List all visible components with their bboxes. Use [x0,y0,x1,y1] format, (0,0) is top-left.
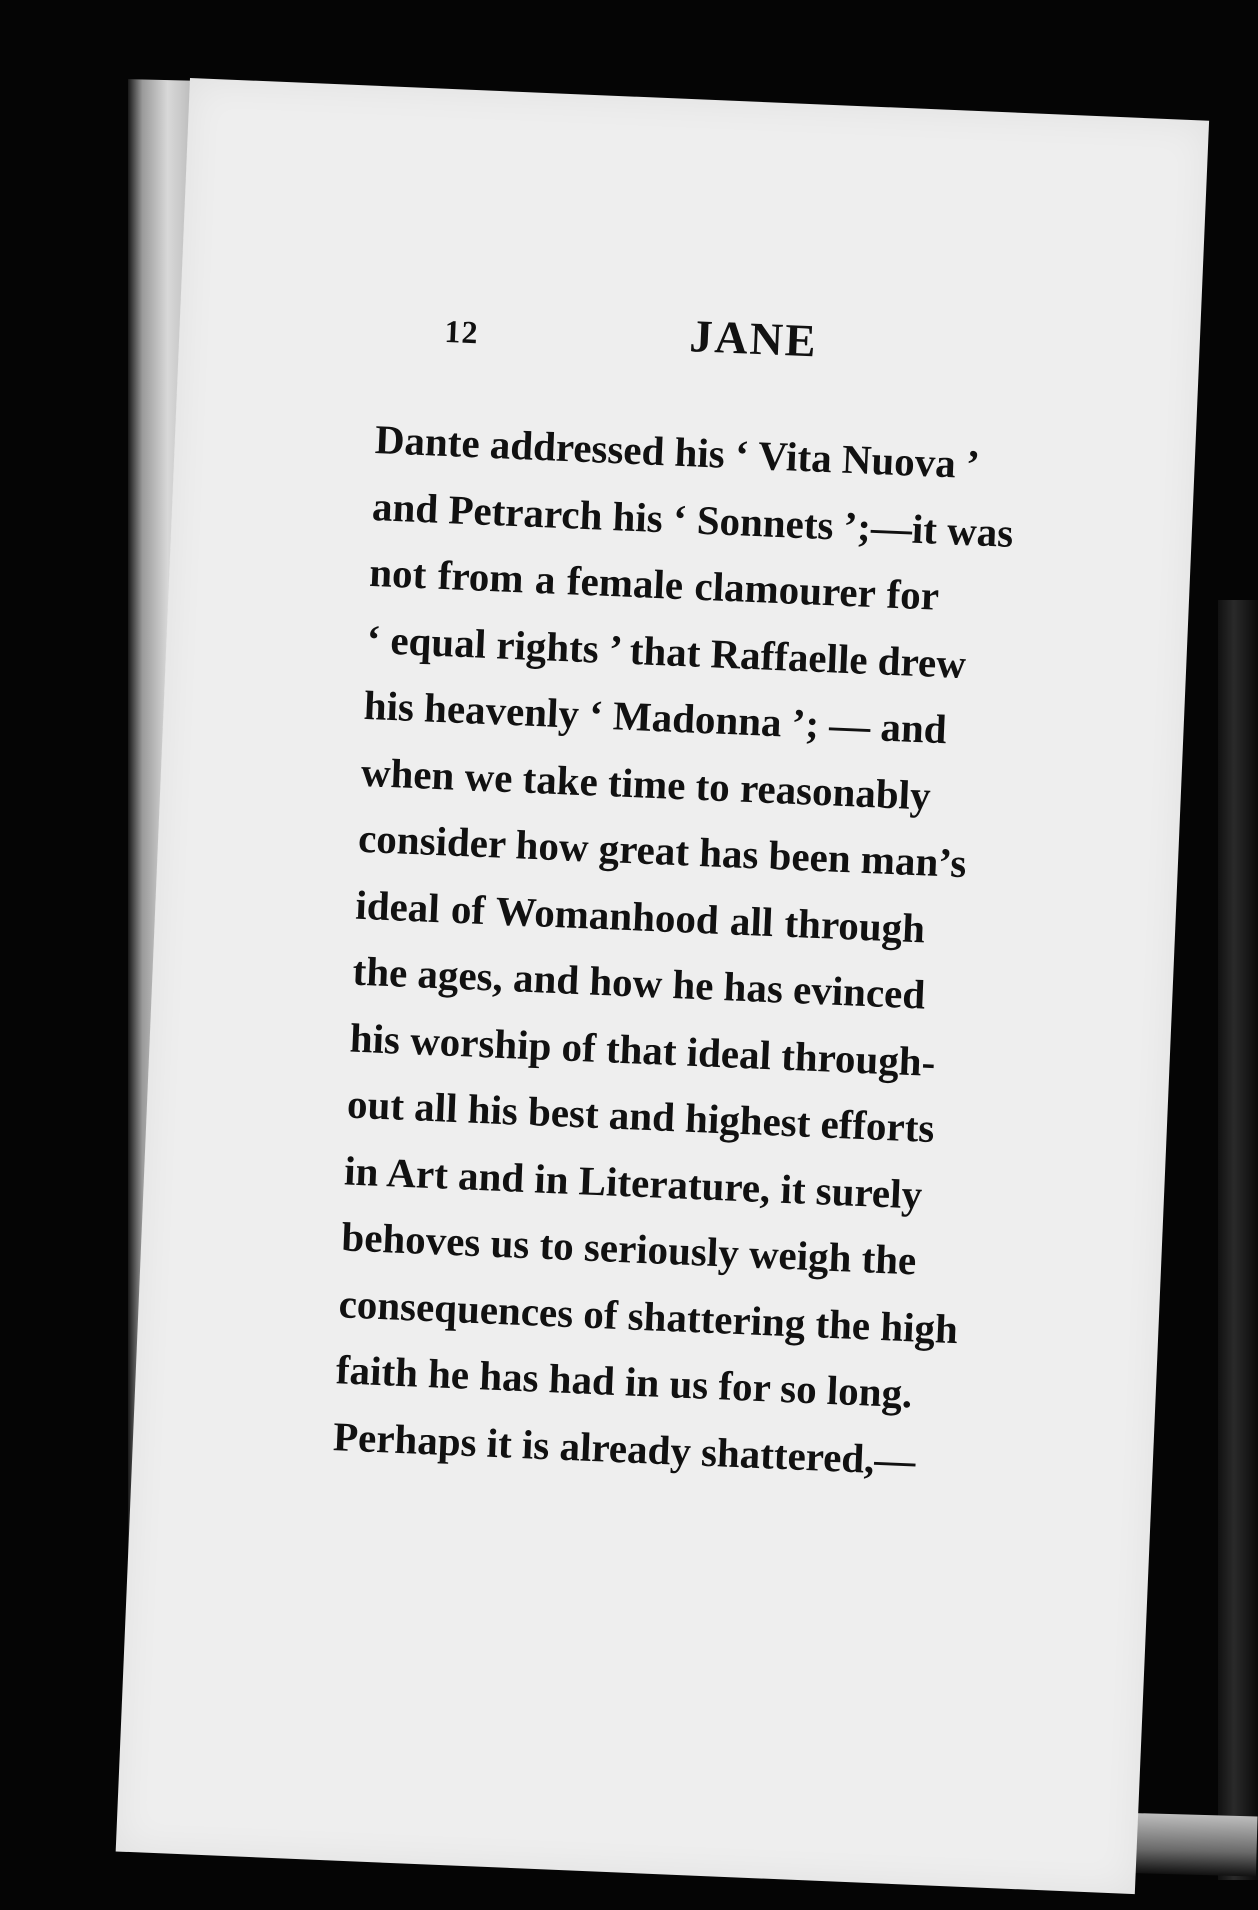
text-line: when we take time to reasonably [360,748,932,819]
page-number: 12 [443,312,480,351]
text-line: Perhaps it is already shattered,— [332,1412,917,1484]
text-line: ideal of Womanhood all through [354,881,927,952]
text-line: out all his best and highest efforts [346,1080,936,1152]
text-line: Dante addressed his ‘ Vita Nuova ’ [374,416,981,488]
text-line: ‘ equal rights ’ that Raffaelle drew [365,615,967,687]
text-line: behoves us to seriously weigh the [340,1213,918,1284]
body-text [332,406,1015,1493]
text-line: and Petrarch his ‘ Sonnets ’;—it was [371,482,1015,556]
text-line: his worship of that ideal through- [349,1014,937,1085]
text-line: faith he has had in us for so long. [335,1346,914,1417]
text-line: his heavenly ‘ Madonna ’; — and [362,681,948,753]
text-line: not from a female clamourer for [368,548,940,619]
text-line: the ages, and how he has evinced [351,947,927,1018]
book-right-edge [1218,600,1258,1880]
page-header [443,299,966,401]
text-line: consider how great has been man’s [357,814,968,887]
running-head: JANE [688,310,819,367]
text-line: in Art and in Literature, it surely [343,1146,924,1218]
book-page [116,78,1209,1894]
text-line: consequences of shattering the high [337,1279,959,1352]
